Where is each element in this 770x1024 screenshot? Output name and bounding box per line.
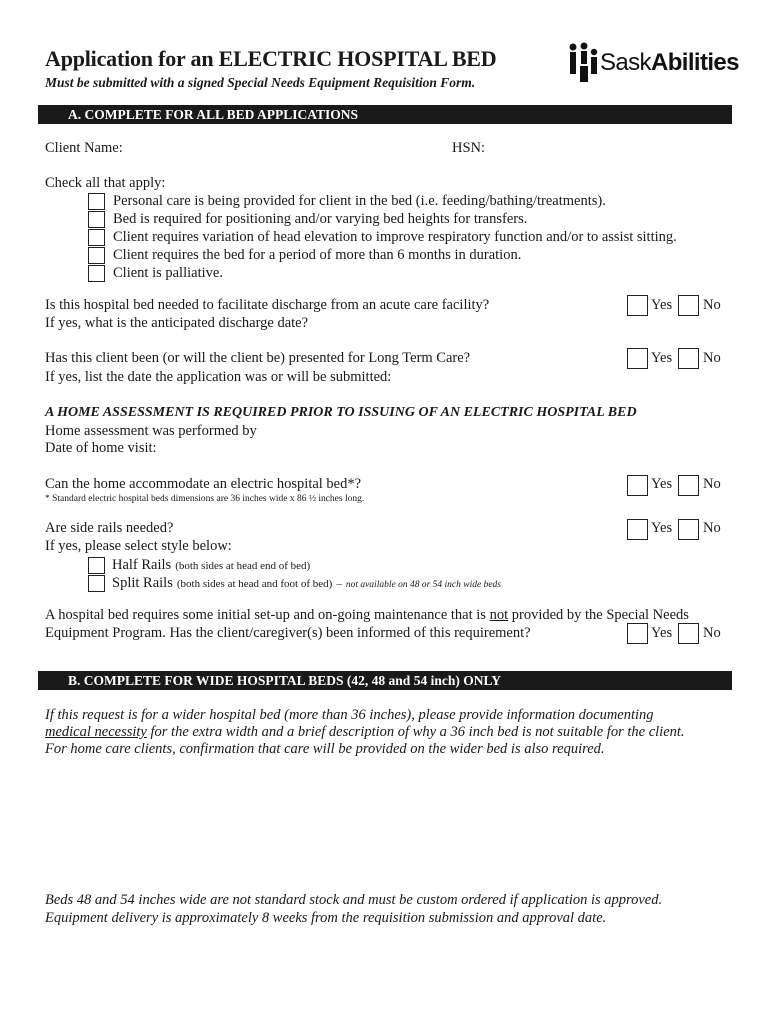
check-head-elevation[interactable] <box>88 229 105 246</box>
yes-label: Yes <box>651 476 673 492</box>
accommodate-question: Can the home accommodate an electric hospital bed*? <box>45 476 362 492</box>
no-label: No <box>703 476 721 492</box>
check-positioning[interactable] <box>88 211 105 228</box>
bed-dimensions-note: * Standard electric hospital beds dimensions are 36 inches wide x 86 ½ inches long. <box>45 494 365 504</box>
no-label: No <box>703 625 721 641</box>
check-label: Bed is required for positioning and/or varying bed heights for transfers. <box>113 211 528 227</box>
check-label: Personal care is being provided for client in the bed (i.e. feeding/bathing/treatments). <box>113 193 606 209</box>
yes-label: Yes <box>651 297 673 313</box>
half-rails-checkbox[interactable] <box>88 557 105 574</box>
ltc-question: Has this client been (or will the client be) presented for Long Term Care? <box>45 350 471 366</box>
accommodate-yes-checkbox[interactable] <box>627 475 648 496</box>
saskabilities-logo <box>568 42 739 84</box>
hsn-label: HSN: <box>452 140 486 156</box>
discharge-yes-checkbox[interactable] <box>627 295 648 316</box>
maintenance-yes-checkbox[interactable] <box>627 623 648 644</box>
check-palliative[interactable] <box>88 265 105 282</box>
check-label: Client requires variation of head elevation to improve respiratory function and/or to assist sitting. <box>113 229 677 245</box>
section-b-heading: B. COMPLETE FOR WIDE HOSPITAL BEDS (42, 48 and 54 inch) ONLY <box>68 673 501 688</box>
discharge-date-label: If yes, what is the anticipated discharge date? <box>45 315 309 331</box>
section-b-header <box>38 671 732 690</box>
check-all-label: Check all that apply: <box>45 175 166 191</box>
rails-select-label: If yes, please select style below: <box>45 538 232 554</box>
side-rails-yes-checkbox[interactable] <box>627 519 648 540</box>
check-label: Client requires the bed for a period of more than 6 months in duration. <box>113 247 522 263</box>
wide-bed-para-line-3: For home care clients, confirmation that care will be provided on the wider bed is also required. <box>45 741 605 757</box>
side-rails-question: Are side rails needed? <box>45 520 174 536</box>
ltc-date-label: If yes, list the date the application was or will be submitted: <box>45 369 392 385</box>
maintenance-line-2: Equipment Program. Has the client/caregiver(s) been informed of this requirement? <box>45 625 531 641</box>
maintenance-not: not <box>489 607 509 623</box>
custom-order-line-1: Beds 48 and 54 inches wide are not standard stock and must be custom ordered if application is approved. <box>45 892 663 908</box>
custom-order-line-2: Equipment delivery is approximately 8 weeks from the requisition submission and approval date. <box>45 910 607 926</box>
half-rails-label: Half Rails <box>112 557 172 573</box>
maintenance-no-checkbox[interactable] <box>678 623 699 644</box>
split-rails-option <box>112 574 501 592</box>
side-rails-no-checkbox[interactable] <box>678 519 699 540</box>
discharge-question: Is this hospital bed needed to facilitate discharge from an acute care facility? <box>45 297 490 313</box>
discharge-no-checkbox[interactable] <box>678 295 699 316</box>
section-a-header <box>38 105 732 124</box>
logo-text-light: Sask <box>600 49 651 76</box>
check-label: Client is palliative. <box>113 265 223 281</box>
split-rails-warning: not available on 48 or 54 inch wide beds <box>345 580 501 590</box>
medical-necessity: medical necessity <box>45 724 147 740</box>
wide-bed-para-line-2 <box>45 724 685 741</box>
split-rails-label: Split Rails <box>112 575 173 591</box>
section-a-heading: A. COMPLETE FOR ALL BED APPLICATIONS <box>68 107 359 122</box>
maintenance-text-a: A hospital bed requires some initial set-up and on-going maintenance that is <box>45 607 486 623</box>
wide-bed-para-line-1: If this request is for a wider hospital bed (more than 36 inches), please provide information documenting <box>45 707 654 723</box>
accommodate-no-checkbox[interactable] <box>678 475 699 496</box>
half-rails-note: (both sides at head end of bed) <box>175 560 311 572</box>
yes-label: Yes <box>651 625 673 641</box>
client-name-label: Client Name: <box>45 140 123 156</box>
check-six-months[interactable] <box>88 247 105 264</box>
no-label: No <box>703 297 721 313</box>
ltc-no-checkbox[interactable] <box>678 348 699 369</box>
half-rails-option <box>112 556 310 574</box>
form-title: Application for an ELECTRIC HOSPITAL BED <box>45 46 497 71</box>
home-assessment-heading: A HOME ASSESSMENT IS REQUIRED PRIOR TO ISSUING OF AN ELECTRIC HOSPITAL BED <box>45 405 637 420</box>
no-label: No <box>703 520 721 536</box>
yes-label: Yes <box>651 350 673 366</box>
maintenance-text-b: provided by the Special Needs <box>511 607 689 623</box>
split-rails-checkbox[interactable] <box>88 575 105 592</box>
wide-bed-para-line-2-rest: for the extra width and a brief description of why a 36 inch bed is not suitable for the client. <box>150 724 685 740</box>
yes-label: Yes <box>651 520 673 536</box>
split-rails-note: (both sides at head and foot of bed) <box>176 578 333 590</box>
form-subtitle: Must be submitted with a signed Special Needs Equipment Requisition Form. <box>45 75 476 90</box>
maintenance-line-1 <box>45 607 689 624</box>
logo-text-bold: Abilities <box>650 49 739 76</box>
people-icon <box>568 42 598 84</box>
ltc-yes-checkbox[interactable] <box>627 348 648 369</box>
home-visit-date-label: Date of home visit: <box>45 440 157 456</box>
home-assessment-by-label: Home assessment was performed by <box>45 423 257 439</box>
split-rails-dash: – <box>336 578 342 590</box>
check-personal-care[interactable] <box>88 193 105 210</box>
no-label: No <box>703 350 721 366</box>
